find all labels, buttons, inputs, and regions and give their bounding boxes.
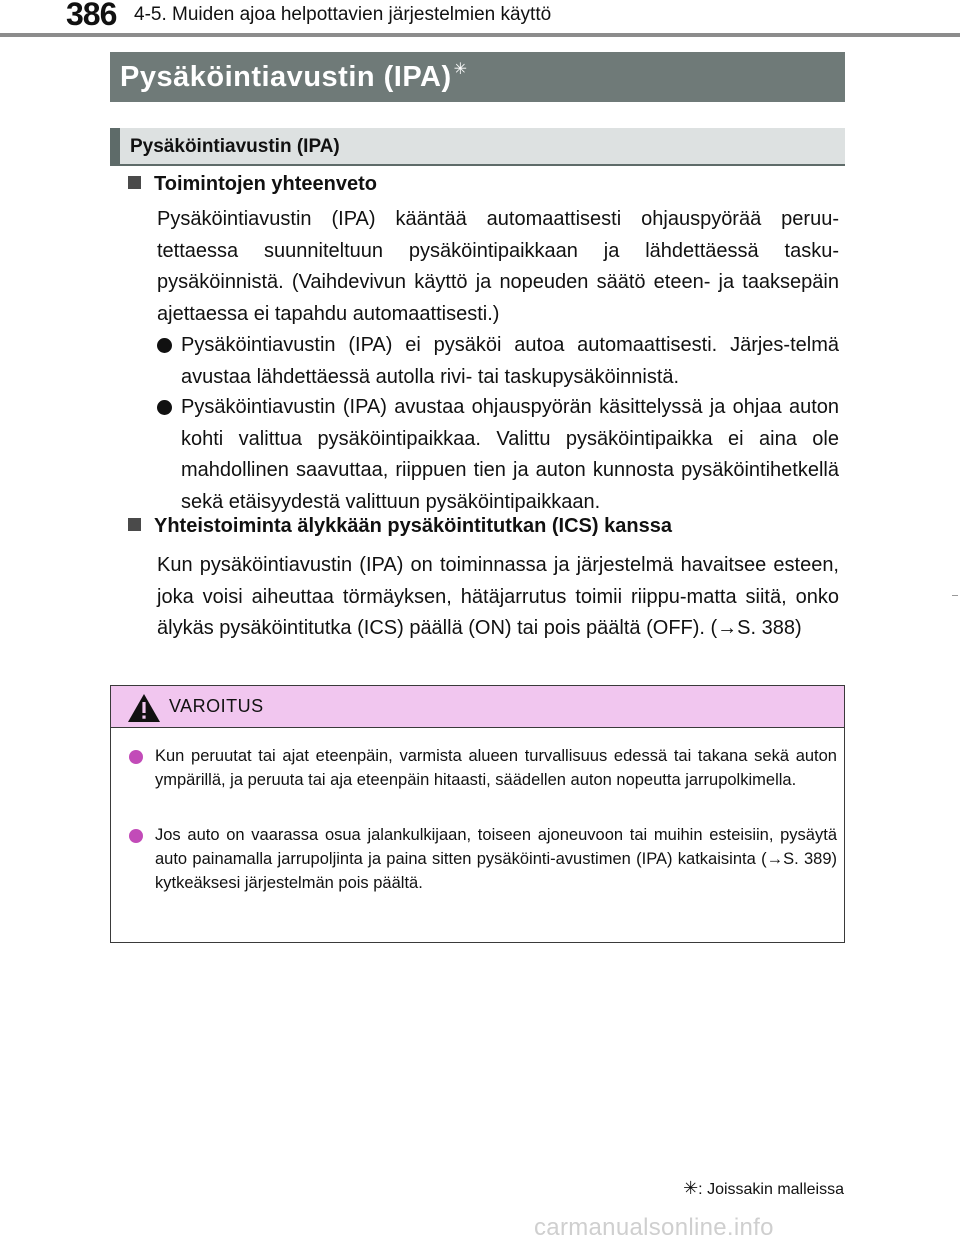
overview-bullet-text: Pysäköintiavustin (IPA) avustaa ohjauspyörän käsittelyssä ja ohjaa auton kohti valittua pysäköintipaikkaa. Valittu pysäköintipaikka ei aina ole mahdollinen saavuttaa, riippuen tien ja auton kunnosta pysäköintihetkellä sekä etäisyydestä valittuun pysäköintipaikkaan.: [181, 396, 839, 513]
subtitle-band-edge: [110, 128, 120, 164]
watermark: carmanualsonline.info: [534, 1214, 774, 1241]
bullet-dot-icon: [157, 338, 172, 353]
warning-item-text: Jos auto on vaarassa osua jalankulkijaan, toiseen ajoneuvoon tai muihin esteisiin, pysäytä auto painamalla jarrupoljinta ja paina sitten pysäköinti-avustimen (IPA) katkaisinta (→S. 389) kytkeäksesi järjestelmän pois päältä.: [155, 826, 837, 892]
section-heading-text: Yhteistoiminta älykkään pysäköintitutkan (ICS) kanssa: [154, 515, 672, 537]
model-footnote-marker-icon: ✳: [453, 61, 468, 78]
page-number: 386: [66, 0, 117, 32]
footnote: [683, 1178, 844, 1199]
warning-item: [129, 744, 837, 792]
ics-paragraph: Kun pysäköintiavustin (IPA) on toiminnassa ja järjestelmä havaitsee esteen, joka voisi aiheuttaa törmäyksen, hätäjarrutus toimii riippu-matta siitä, onko älykäs pysäköintitutka (ICS) päällä (ON) tai pois päältä (OFF). (→S. 388): [157, 554, 839, 639]
square-bullet-icon: [128, 518, 141, 531]
overview-bullet: [157, 330, 839, 393]
overview-bullet-text: Pysäköintiavustin (IPA) ei pysäköi autoa automaattisesti. Järjes-telmä avustaa lähdettäessä autolla rivi- tai taskupysäköinnistä.: [181, 334, 839, 388]
warning-box: [110, 685, 845, 943]
section-heading-text: Toimintojen yhteenveto: [154, 173, 377, 195]
footnote-text: : Joissakin malleissa: [698, 1181, 844, 1198]
warning-header: [111, 686, 844, 728]
section-heading-overview: [128, 173, 377, 196]
subtitle-band: [110, 128, 845, 166]
page-edge-mark: [952, 595, 958, 596]
page-title-text: Pysäköintiavustin (IPA): [120, 61, 452, 93]
page-title: [120, 59, 468, 94]
chapter-title: 4-5. Muiden ajoa helpottavien järjestelmien käyttö: [134, 4, 552, 25]
warning-bullet-icon: [129, 829, 143, 843]
section-title-band: [110, 52, 845, 102]
warning-item: [129, 823, 837, 895]
warning-label: VAROITUS: [169, 696, 264, 716]
header-rule: [0, 33, 960, 37]
warning-triangle-icon: [127, 693, 161, 723]
bullet-dot-icon: [157, 400, 172, 415]
section-heading-ics: [128, 515, 672, 538]
page-header: [0, 0, 960, 40]
warning-item-text: Kun peruutat tai ajat eteenpäin, varmista alueen turvallisuus edessä tai takana sekä auton ympärillä, ja peruuta tai aja eteenpäin hitaasti, säädellen auton nopeutta jarrupolkimella.: [155, 747, 837, 789]
asterisk-icon: ✳: [683, 1178, 699, 1198]
overview-paragraph: Pysäköintiavustin (IPA) kääntää automaattisesti ohjauspyörää peruu-tettaessa suunniteltuun pysäköintipaikkaan ja lähdettäessä tasku-pysäköinnistä. (Vaihdevivun käyttö ja nopeuden säätö eteen- ja taaksepäin ajettaessa ei tapahdu automaattisesti.): [157, 208, 839, 325]
square-bullet-icon: [128, 176, 141, 189]
subtitle: Pysäköintiavustin (IPA): [130, 136, 340, 157]
overview-bullet: [157, 392, 839, 518]
warning-bullet-icon: [129, 750, 143, 764]
